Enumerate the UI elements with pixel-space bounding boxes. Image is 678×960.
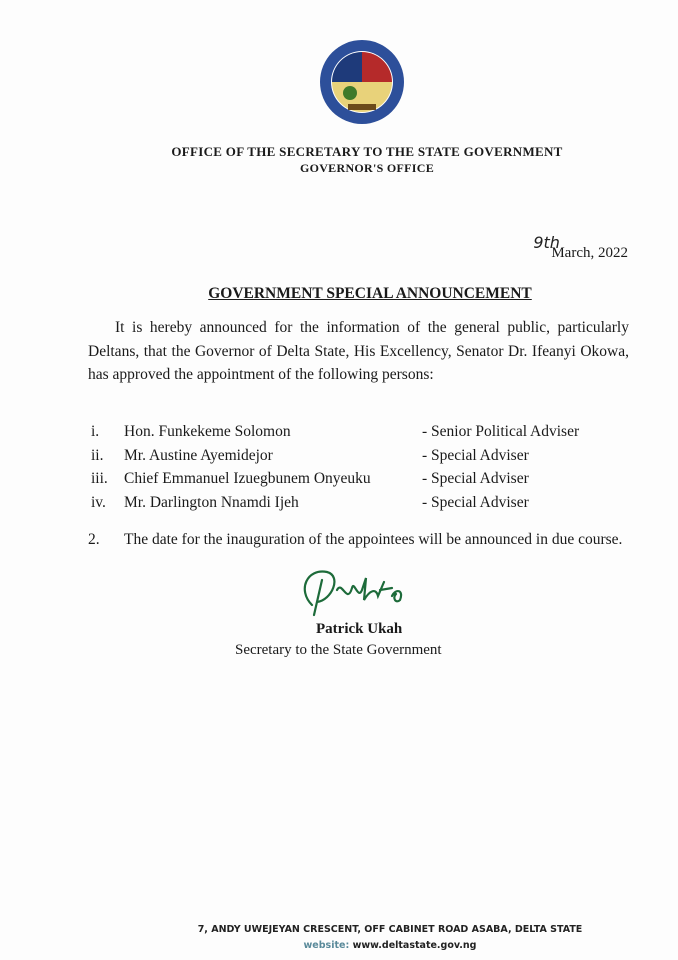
footer-website-line [0, 940, 678, 951]
announcement-heading: GOVERNMENT SPECIAL ANNOUNCEMENT [208, 285, 532, 302]
footer-address: 7, ANDY UWEJEYAN CRESCENT, OFF CABINET ROAD ASABA, DELTA STATE [197, 924, 583, 935]
letter-date [533, 233, 628, 262]
paragraph-text: The date for the inauguration of the appointees will be announced in due course. [124, 531, 623, 548]
office-title: OFFICE OF THE SECRETARY TO THE STATE GOVERNMENT [171, 144, 563, 159]
intro-paragraph: It is hereby announced for the information of the general public, particularly Deltans, that the Governor of Delta State, His Excellency, Senator Dr. Ifeanyi Okowa, has approved the appointment of the following persons: [88, 319, 629, 383]
list-item [91, 470, 631, 494]
item-number: iv. [91, 494, 106, 512]
item-number: iii. [91, 470, 108, 488]
signatory-name: Patrick Ukah [316, 621, 403, 637]
appointees-list [91, 423, 631, 518]
inauguration-paragraph [88, 528, 629, 552]
appointee-name: Chief Emmanuel Izuegbunem Onyeuku [124, 470, 371, 488]
list-item [91, 494, 631, 518]
website-label: website: [303, 940, 350, 951]
item-number: ii. [91, 446, 104, 464]
signature-image [292, 560, 442, 620]
date-day: 9th [533, 233, 560, 252]
list-item [91, 447, 631, 471]
paragraph-number: 2. [88, 531, 100, 548]
date-month-year: March, 2022 [551, 245, 628, 261]
delta-state-seal-logo [318, 38, 406, 126]
appointee-name: Hon. Funkekeme Solomon [124, 423, 291, 440]
appointee-role: - Senior Political Adviser [422, 423, 580, 440]
appointee-role: - Special Adviser [422, 470, 529, 488]
signatory-title: Secretary to the State Government [235, 642, 442, 658]
appointee-role: - Special Adviser [422, 494, 529, 512]
website-link[interactable]: www.deltastate.gov.ng [352, 940, 477, 951]
item-number: i. [91, 423, 100, 440]
list-item [91, 423, 631, 447]
appointee-role: - Special Adviser [422, 446, 529, 464]
appointee-name: Mr. Austine Ayemidejor [124, 446, 273, 464]
sub-office-title: GOVERNOR'S OFFICE [299, 161, 435, 175]
appointee-name: Mr. Darlington Nnamdi Ijeh [124, 494, 299, 512]
